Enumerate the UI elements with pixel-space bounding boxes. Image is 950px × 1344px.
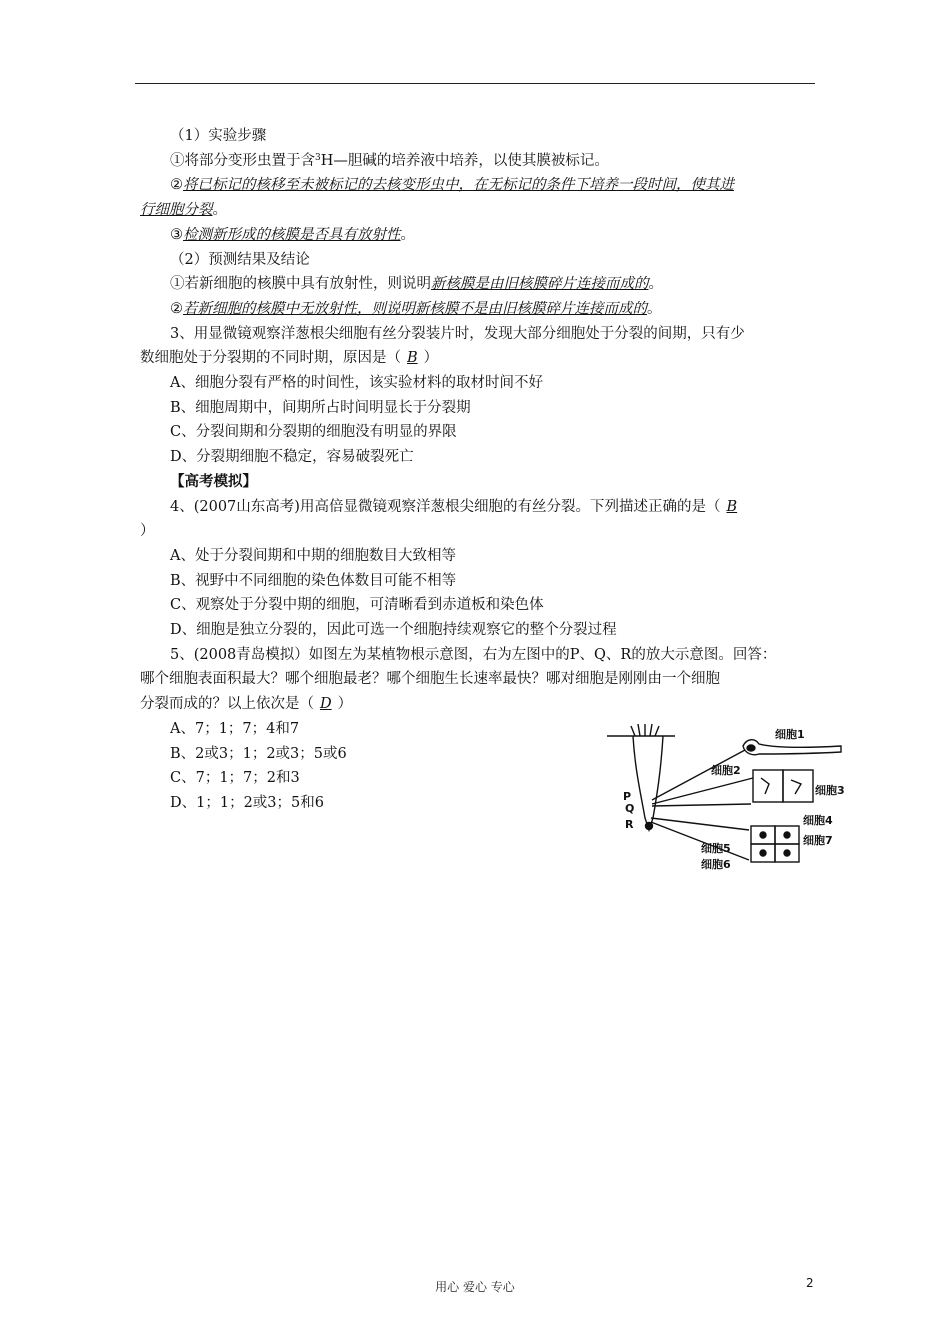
section1-heading: （1）实验步骤 bbox=[170, 128, 267, 144]
cell-4-nucleus bbox=[760, 832, 766, 838]
root-tip-diagram bbox=[605, 720, 855, 880]
footer-text: 用心 爱心 专心 bbox=[435, 1280, 515, 1294]
label-cell6: 细胞6 bbox=[701, 858, 731, 871]
section2-heading: （2）预测结果及结论 bbox=[170, 251, 310, 268]
cell-7-nucleus bbox=[784, 832, 790, 838]
mock-exam-heading: 【高考模拟】 bbox=[170, 472, 257, 490]
question-3-option-d: D、分裂期细胞不稳定，容易破裂死亡 bbox=[170, 449, 414, 466]
label-cell4: 细胞4 bbox=[803, 814, 833, 827]
question-5-stem-cont2: 分裂而成的？以上依次是（ D ） bbox=[140, 696, 353, 713]
root-hairs bbox=[631, 724, 659, 736]
question-5-answer: D bbox=[320, 696, 332, 713]
root-outline bbox=[633, 736, 663, 830]
question-4-answer: B bbox=[726, 498, 738, 515]
question-4-option-d: D、细胞是独立分裂的，因此可选一个细胞持续观察它的整个分裂过程 bbox=[170, 622, 617, 639]
cell-6-nucleus bbox=[784, 850, 790, 856]
question-5-stem-cont: 哪个细胞表面积最大？哪个细胞最老？哪个细胞生长速率最快？哪对细胞是刚刚由一个细胞 bbox=[140, 671, 720, 688]
question-3-option-b: B、细胞周期中，间期所占时间明显长于分裂期 bbox=[170, 399, 471, 416]
question-4-stem-cont: ） bbox=[140, 523, 155, 540]
question-3-stem: 3、用显微镜观察洋葱根尖细胞有丝分裂装片时，发现大部分细胞处于分裂的间期，只有少 bbox=[170, 325, 745, 342]
label-p: P bbox=[623, 790, 632, 803]
question-5-option-c: C、7；1；7；2和3 bbox=[170, 770, 300, 787]
label-cell7: 细胞7 bbox=[803, 834, 833, 847]
step-3: ③检测新形成的核膜是否具有放射性。 bbox=[170, 226, 415, 243]
question-4-option-c: C、观察处于分裂中期的细胞，可清晰看到赤道板和染色体 bbox=[170, 597, 544, 614]
question-5-stem: 5、(2008青岛模拟）如图左为某植物根示意图，右为左图中的P、Q、R的放大示意图。回答： bbox=[170, 646, 777, 663]
document-body bbox=[140, 124, 820, 816]
question-3-answer: B bbox=[407, 350, 418, 367]
cell-1-shape bbox=[743, 740, 841, 755]
cell-1-nucleus bbox=[747, 745, 755, 751]
leader-cell3 bbox=[652, 804, 751, 806]
question-4-stem: 4、(2007山东高考)用高倍显微镜观察洋葱根尖细胞的有丝分裂。下列描述正确的是（ B bbox=[140, 495, 820, 520]
question-5-option-b: B、2或3；1；2或3；5或6 bbox=[170, 745, 347, 762]
label-cell2: 细胞2 bbox=[711, 764, 741, 777]
result-1: ①若新细胞的核膜中具有放射性，则说明新核膜是由旧核膜碎片连接而成的。 bbox=[170, 276, 663, 293]
question-5-option-a: A、7；1；7；4和7 bbox=[170, 720, 300, 737]
step-2-cont: 行细胞分裂。 bbox=[140, 202, 227, 219]
cell-5-nucleus bbox=[760, 850, 766, 856]
result-2: ②若新细胞的核膜中无放射性，则说明新核膜不是由旧核膜碎片连接而成的。 bbox=[170, 300, 662, 317]
label-r: R bbox=[625, 818, 634, 831]
leader-cell2 bbox=[652, 778, 753, 804]
cell-2-3-vacuoles bbox=[761, 778, 801, 794]
header-rule bbox=[135, 83, 815, 84]
question-3-stem-cont: 数细胞处于分裂期的不同时期，原因是（ B ） bbox=[140, 350, 439, 367]
root-tip-svg bbox=[605, 720, 855, 880]
question-3-option-a: A、细胞分裂有严格的时间性，该实验材料的取材时间不好 bbox=[170, 375, 543, 392]
question-4-option-b: B、视野中不同细胞的染色体数目可能不相等 bbox=[170, 572, 457, 589]
label-cell1: 细胞1 bbox=[775, 728, 805, 741]
root-cap bbox=[646, 823, 653, 830]
cell-3-shape bbox=[783, 770, 813, 802]
step-1: ①将部分变形虫置于含$^3$H—胆碱的培养液中培养，以使其膜被标记。 bbox=[170, 152, 609, 169]
label-q: Q bbox=[625, 802, 635, 815]
step-2: ②将已标记的核移至未被标记的去核变形虫中，在无标记的条件下培养一段时间，使其进 bbox=[170, 177, 734, 194]
label-cell5: 细胞5 bbox=[701, 842, 731, 855]
page-number: 2 bbox=[806, 1276, 814, 1290]
question-5-option-d: D、1；1；2或3；5和6 bbox=[170, 794, 324, 811]
question-4-option-a: A、处于分裂间期和中期的细胞数目大致相等 bbox=[170, 547, 456, 564]
question-3-option-c: C、分裂间期和分裂期的细胞没有明显的界限 bbox=[170, 424, 457, 441]
label-cell3: 细胞3 bbox=[815, 784, 845, 797]
